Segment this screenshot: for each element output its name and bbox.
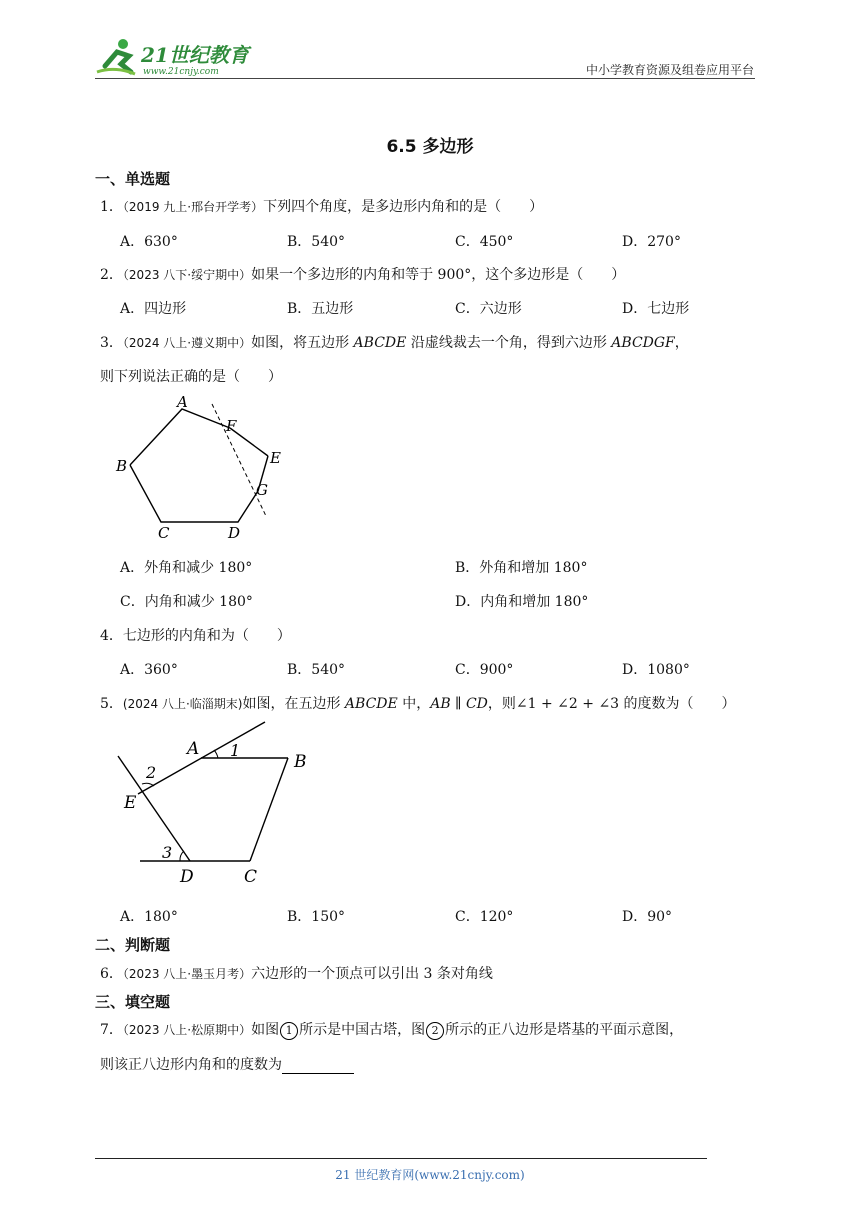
question-text: 则该正八边形内角和的度数为: [100, 1057, 282, 1073]
option-a[interactable]: A．360°: [120, 662, 178, 678]
vertex-label-e: E: [270, 449, 281, 467]
question-4: [100, 625, 291, 645]
option-c[interactable]: C．内角和减少 180°: [120, 594, 253, 610]
question-1: [100, 196, 543, 216]
polygon-name-1: ABCDE: [353, 335, 407, 351]
angle-label-2: 2: [146, 763, 157, 782]
question-text: 下列四个角度，是多边形内角和的是（ ）: [263, 199, 544, 215]
vertex-label-g: G: [256, 481, 268, 499]
option-d[interactable]: D．1080°: [622, 662, 690, 678]
question-source: （2023 八上·墨玉月考）: [122, 967, 252, 981]
question-7: [100, 1019, 683, 1040]
question-text-b: 沿虚线裁去一个角，得到六边形: [406, 335, 612, 351]
question-text: 六边形的一个顶点可以引出 3 条对角线: [251, 966, 493, 982]
question-source: （2023 八下·绥宁期中）: [122, 268, 252, 282]
section-true-false: 二、判断题: [95, 936, 171, 954]
question-source: （2023 八上·松原期中）: [122, 1023, 252, 1037]
polygon-name: ABCDE: [344, 696, 398, 712]
parallel-relation: AB ∥ CD: [430, 696, 488, 712]
option-c[interactable]: C．900°: [455, 662, 514, 678]
question-source: （2019 九上·邢台开学考）: [122, 200, 264, 214]
option-d[interactable]: D．七边形: [622, 301, 690, 317]
footer-link[interactable]: 21 世纪教育网(www.21cnjy.com): [335, 1168, 525, 1182]
logo-main-text: 21世纪教育: [141, 43, 249, 67]
question-text-b: 所示是中国古塔，图: [299, 1022, 426, 1038]
question-text-c: ，: [674, 335, 689, 351]
question-6: [100, 963, 493, 983]
vertex-label-c: C: [158, 524, 170, 542]
vertex-label-e: E: [124, 793, 137, 813]
pentagon-angle-figure: [110, 720, 320, 892]
platform-name: 中小学教育资源及组卷应用平台: [585, 63, 754, 77]
option-a[interactable]: A．四边形: [120, 301, 187, 317]
option-b[interactable]: B．150°: [287, 909, 346, 925]
answer-blank[interactable]: [282, 1059, 354, 1074]
question-number: 6．: [100, 966, 123, 982]
vertex-label-a: A: [177, 393, 188, 411]
header-divider: [95, 78, 755, 79]
option-b[interactable]: B．五边形: [287, 301, 354, 317]
option-a[interactable]: A．180°: [120, 909, 178, 925]
option-c[interactable]: C．450°: [455, 234, 514, 250]
vertex-label-b: B: [294, 752, 307, 772]
question-source: (2024 八上·临淄期末): [122, 697, 243, 711]
question-number: 5．: [100, 696, 123, 712]
question-text-b: 中，: [397, 696, 431, 712]
question-7-line-2: [100, 1054, 354, 1074]
question-number: 7．: [100, 1022, 123, 1038]
question-text: 七边形的内角和为（ ）: [122, 628, 291, 644]
section-fill-blank: 三、填空题: [95, 993, 171, 1011]
option-c[interactable]: C．120°: [455, 909, 514, 925]
option-b[interactable]: B．540°: [287, 234, 346, 250]
vertex-label-a: A: [187, 739, 200, 759]
logo-sub-text: www.21cnjy.com: [143, 67, 219, 77]
question-5: [100, 693, 736, 713]
polygon-name-2: ABCDGF: [611, 335, 675, 351]
circled-number-2: 2: [426, 1022, 444, 1040]
question-text-a: 如图，在五边形: [242, 696, 345, 712]
vertex-label-b: B: [116, 457, 128, 475]
site-logo: [95, 36, 255, 80]
page-title: 6.5 多边形: [386, 137, 474, 157]
option-b[interactable]: B．外角和增加 180°: [455, 560, 588, 576]
vertex-label-d: D: [180, 867, 194, 887]
question-2: [100, 264, 625, 284]
circled-number-1: 1: [280, 1022, 298, 1040]
question-3: [100, 332, 689, 352]
question-text: 如果一个多边形的内角和等于 900°，这个多边形是（ ）: [251, 267, 626, 283]
question-text-c: ，则∠1 + ∠2 + ∠3 的度数为（ ）: [487, 696, 736, 712]
option-d[interactable]: D．内角和增加 180°: [455, 594, 589, 610]
vertex-label-f: F: [226, 417, 237, 435]
question-text-a: 如图，将五边形: [251, 335, 354, 351]
angle-label-1: 1: [230, 741, 241, 760]
option-a[interactable]: A．外角和减少 180°: [120, 560, 253, 576]
option-d[interactable]: D．270°: [622, 234, 681, 250]
angle-label-3: 3: [162, 843, 173, 862]
question-number: 1．: [100, 199, 123, 215]
option-c[interactable]: C．六边形: [455, 301, 522, 317]
question-text-c: 所示的正八边形是塔基的平面示意图，: [445, 1022, 684, 1038]
footer-divider: [95, 1158, 707, 1159]
question-source: （2024 八上·遵义期中）: [122, 336, 252, 350]
vertex-label-d: D: [228, 524, 241, 542]
question-number: 3．: [100, 335, 123, 351]
option-d[interactable]: D．90°: [622, 909, 673, 925]
vertex-label-c: C: [244, 867, 258, 887]
option-a[interactable]: A．630°: [120, 234, 178, 250]
option-b[interactable]: B．540°: [287, 662, 346, 678]
question-text-a: 如图: [251, 1022, 280, 1038]
question-3-line-2: 则下列说法正确的是（ ）: [100, 369, 282, 385]
section-single-choice: 一、单选题: [95, 170, 171, 188]
pentagon-figure: [110, 392, 290, 544]
question-number: 4．: [100, 628, 123, 644]
question-number: 2．: [100, 267, 123, 283]
runner-logo-icon: [95, 36, 255, 80]
